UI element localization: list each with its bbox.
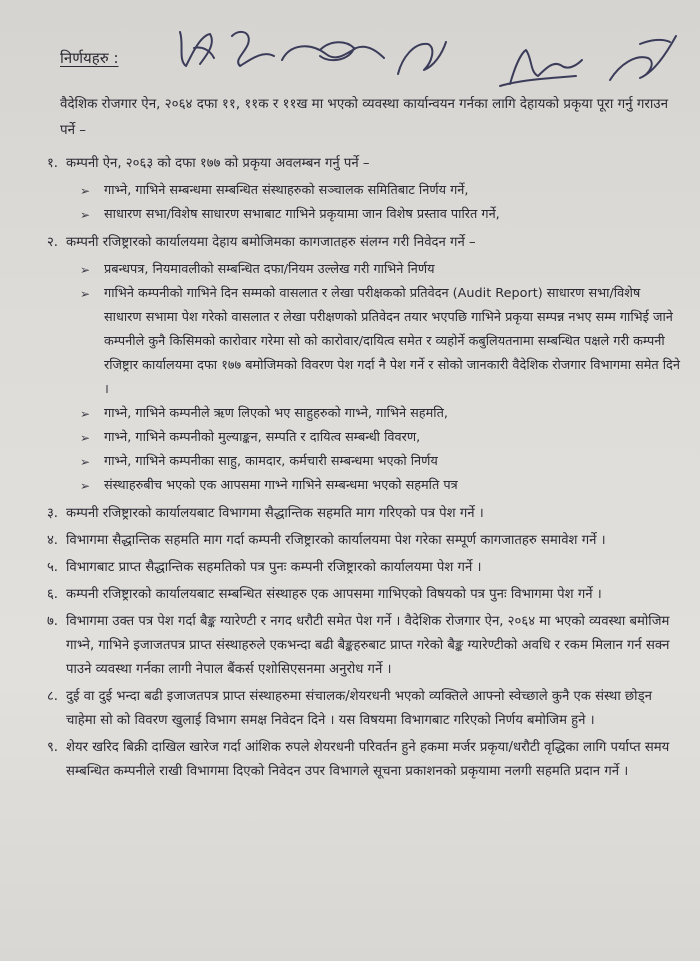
decision-item bbox=[30, 583, 680, 607]
item-number: ७. bbox=[46, 614, 58, 629]
item-text: दुई वा दुई भन्दा बढी इजाजतपत्र प्राप्त संस्थाहरुमा संचालक/शेयरधनी भएको व्यक्तिले आफ्नो स्वेच्छाले कुनै एक संस्था छोड्न चाहेमा सो को विवरण खुलाई विभाग समक्ष निवेदन दिने । यस विषयमा विभागबाट गरिएको निर्णय बमोजिम हुने । bbox=[66, 689, 652, 728]
sub-bullet bbox=[80, 426, 680, 450]
decision-item bbox=[30, 231, 680, 255]
item-text: कम्पनी रजिष्ट्रारको कार्यालयबाट सम्बन्धित संस्थाहरु एक आपसमा गाभिएको विषयको पत्र पुनः विभागमा पेश गर्ने । bbox=[66, 587, 602, 602]
item-number: ५. bbox=[46, 560, 58, 575]
intro-paragraph: वैदेशिक रोजगार ऐन, २०६४ दफा ११, ११क र ११ख मा भएको व्यवस्था कार्यान्वयन गर्नका लागि देहायको प्रकृया पूरा गर्नु गराउन पर्ने – bbox=[60, 97, 669, 138]
item-text: विभागमा उक्त पत्र पेश गर्दा बैङ्क ग्यारेण्टी र नगद धरौटी समेत पेश गर्ने । वैदेशिक रोजगार ऐन, २०६४ मा भएको व्यवस्था बमोजिम गाभ्ने, गाभिने इजाजतपत्र प्राप्त संस्थाहरुले एकभन्दा बढी बैङ्कहरुबाट प्राप्त गरेको बैङ्क ग्यारेण्टीको अवधि र रकम मिलान गर्न सक्न पाउने व्यवस्था गर्नका लागी नेपाल बैंकर्स एशोसिएसनमा अनुरोध गर्ने । bbox=[66, 614, 670, 677]
decision-item bbox=[30, 685, 680, 733]
decision-item bbox=[30, 736, 680, 784]
decision-list bbox=[30, 152, 680, 787]
sub-bullet-text: संस्थाहरुबीच भएको एक आपसमा गाभ्ने गाभिने सम्बन्धमा भएको सहमति पत्र bbox=[104, 478, 458, 493]
item-number: ४. bbox=[46, 533, 58, 548]
item-text: विभागबाट प्राप्त सैद्धान्तिक सहमतिको पत्र पुनः कम्पनी रजिष्ट्रारको कार्यालयमा पेश गर्ने । bbox=[66, 560, 482, 575]
signature-1 bbox=[180, 32, 214, 66]
decision-item bbox=[30, 556, 680, 580]
signature-5 bbox=[500, 50, 582, 86]
item-text: शेयर खरिद बिक्री दाखिल खारेज गर्दा आंशिक रुपले शेयरधनी परिवर्तन हुने हकमा मर्जर प्रकृया/धरौटी वृद्धिका लागि पर्याप्त समय सम्बन्धित कम्पनीले राखी विभागमा दिएको निवेदन उपर विभागले सूचना प्रकाशनको प्रकृयामा नलगी सहमति प्रदान गर्ने । bbox=[66, 740, 670, 779]
sub-bullet bbox=[80, 258, 680, 282]
item-number: ३. bbox=[46, 506, 58, 521]
decisions-heading: निर्णयहरु : bbox=[60, 49, 119, 67]
signature-2 bbox=[232, 32, 274, 66]
sub-bullet bbox=[80, 179, 680, 203]
sub-bullet-list bbox=[30, 179, 680, 227]
arrow-bullet-icon: ➢ bbox=[80, 208, 91, 222]
decision-item bbox=[30, 610, 680, 682]
item-text: कम्पनी रजिष्ट्रारको कार्यालयमा देहाय बमोजिमका कागजातहरु संलग्न गरी निवेदन गर्ने – bbox=[66, 235, 476, 250]
sub-bullet-text: गाभ्ने, गाभिने कम्पनीले ऋण लिएको भए साहुहरुको गाभ्ने, गाभिने सहमति, bbox=[104, 406, 448, 421]
signature-6 bbox=[610, 36, 676, 80]
sub-bullet-text: गाभ्ने, गाभिने कम्पनीका साहु, कामदार, कर्मचारी सम्बन्धमा भएको निर्णय bbox=[104, 454, 438, 469]
sub-bullet-list bbox=[30, 258, 680, 498]
sub-bullet-text: साधारण सभा/विशेष साधारण सभाबाट गाभिने प्रकृयामा जान विशेष प्रस्ताव पारित गर्ने, bbox=[104, 207, 500, 222]
sub-bullet bbox=[80, 402, 680, 426]
item-text: कम्पनी ऐन, २०६३ को दफा १७७ को प्रकृया अवलम्बन गर्नु पर्ने – bbox=[66, 156, 370, 171]
signature-3 bbox=[282, 42, 384, 60]
sub-bullet bbox=[80, 203, 680, 227]
sub-bullet-text: प्रबन्धपत्र, नियमावलीको सम्बन्धित दफा/नियम उल्लेख गरी गाभिने निर्णय bbox=[104, 262, 435, 277]
item-number: १. bbox=[46, 156, 58, 171]
signature-4 bbox=[398, 42, 446, 74]
decision-item bbox=[30, 502, 680, 526]
item-text: कम्पनी रजिष्ट्रारको कार्यालयबाट विभागमा सैद्धान्तिक सहमति माग गरिएको पत्र पेश गर्ने । bbox=[66, 506, 484, 521]
item-number: ८. bbox=[46, 689, 58, 704]
arrow-bullet-icon: ➢ bbox=[80, 407, 91, 421]
item-number: ९. bbox=[46, 740, 58, 755]
sub-bullet-text: गाभिने कम्पनीको गाभिने दिन सम्मको वासलात र लेखा परीक्षकको प्रतिवेदन (Audit Report) साधारण सभा/विशेष साधारण सभामा पेश गरेको वासलात र लेखा परीक्षणको प्रतिवेदन तयार भएपछि गाभिने प्रकृया सम्पन्न नभए सम्म गाभिई जाने कम्पनीले कुनै किसिमको कारोवार गरेमा सो को कारोवार/दायित्व समेत र व्यहोर्ने कबुलियतनामा सम्बन्धित पक्षले गरी कम्पनी रजिष्ट्रार कार्यालयमा दफा १७७ बमोजिमको विवरण पेश गर्दा नै पेश गर्ने र सोको जानकारी वैदेशिक रोजगार विभागमा समेत दिने । bbox=[104, 286, 680, 397]
item-number: ६. bbox=[46, 587, 58, 602]
sub-bullet bbox=[80, 282, 680, 402]
sub-bullet bbox=[80, 474, 680, 498]
arrow-bullet-icon: ➢ bbox=[80, 184, 91, 198]
sub-bullet bbox=[80, 450, 680, 474]
item-text: विभागमा सैद्धान्तिक सहमति माग गर्दा कम्पनी रजिष्ट्रारको कार्यालयमा पेश गरेका सम्पूर्ण कागजातहरु समावेश गर्ने । bbox=[66, 533, 606, 548]
decision-item bbox=[30, 152, 680, 176]
sub-bullet-text: गाभ्ने, गाभिने कम्पनीको मुल्याङ्कन, सम्पति र दायित्व सम्बन्धी विवरण, bbox=[104, 430, 421, 445]
signatures bbox=[170, 14, 690, 94]
arrow-bullet-icon: ➢ bbox=[80, 455, 91, 469]
item-number: २. bbox=[46, 235, 58, 250]
sub-bullet-text: गाभ्ने, गाभिने सम्बन्धमा सम्बन्धित संस्थाहरुको सञ्चालक समितिबाट निर्णय गर्ने, bbox=[104, 183, 469, 198]
arrow-bullet-icon: ➢ bbox=[80, 287, 91, 301]
decision-item bbox=[30, 529, 680, 553]
arrow-bullet-icon: ➢ bbox=[80, 431, 91, 445]
arrow-bullet-icon: ➢ bbox=[80, 263, 91, 277]
arrow-bullet-icon: ➢ bbox=[80, 479, 91, 493]
